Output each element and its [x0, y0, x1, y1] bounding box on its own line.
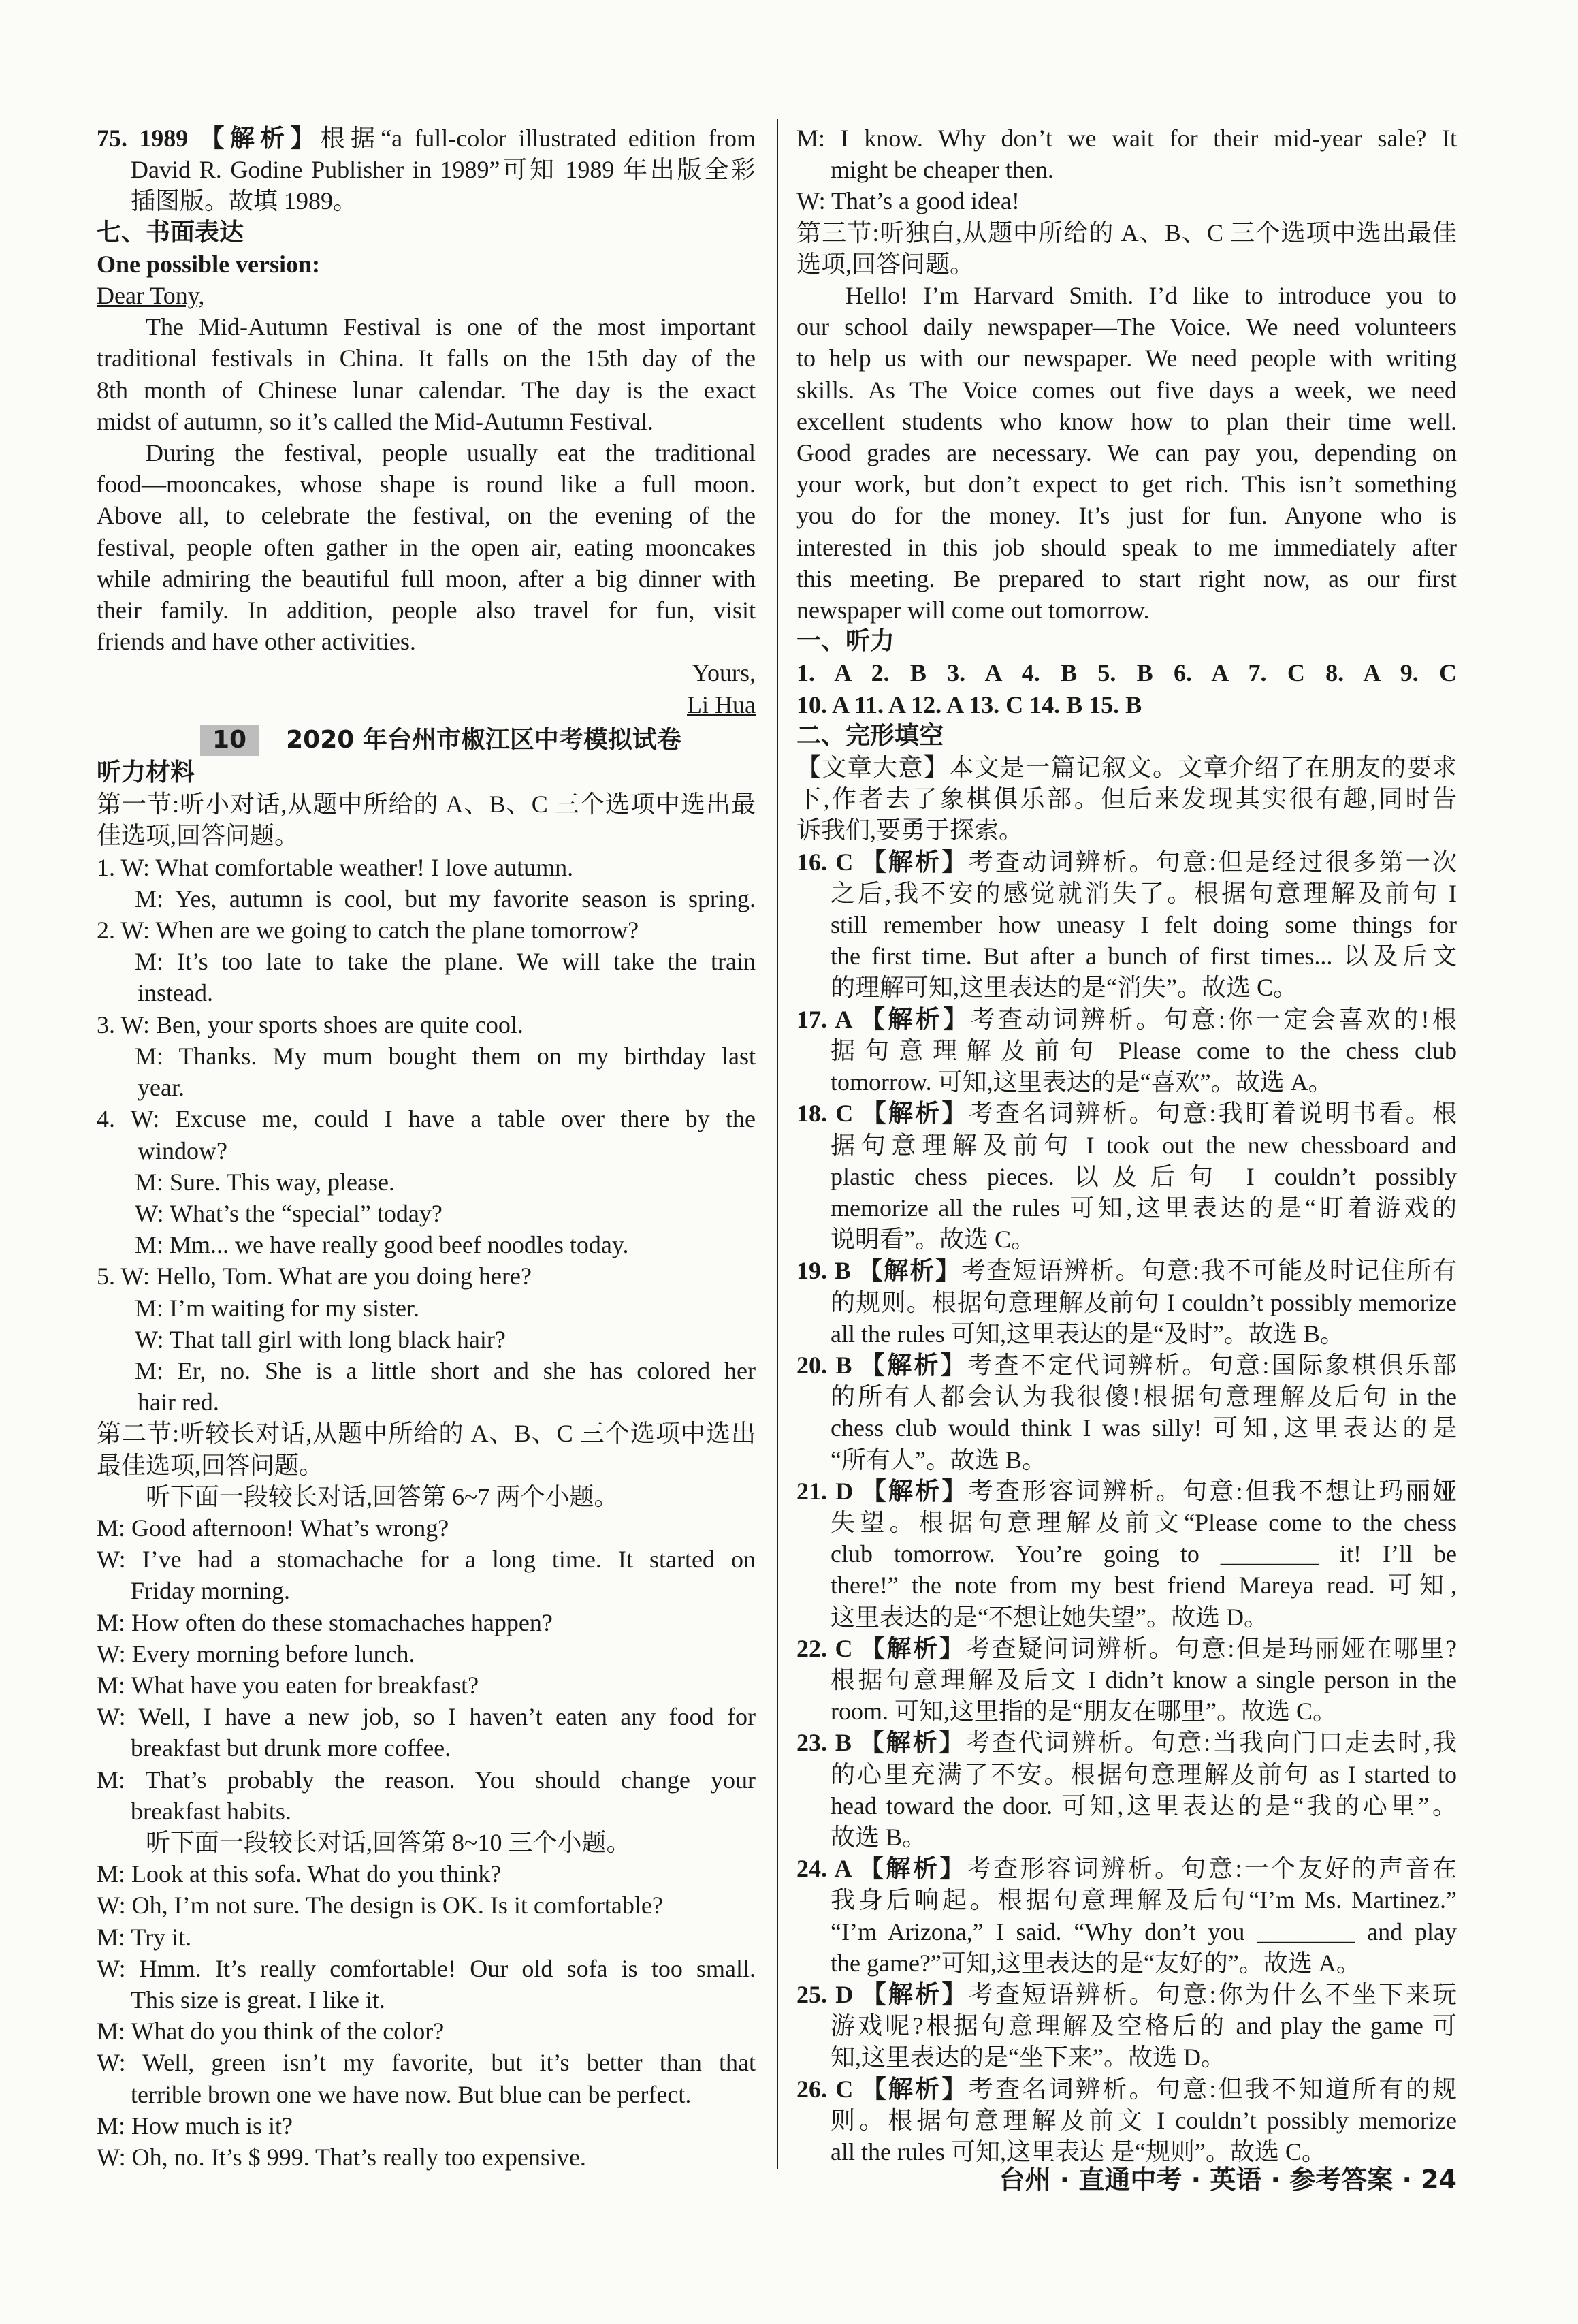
- text-line: your work, but don’t expect to get rich. This isn’t something: [796, 471, 1457, 498]
- text-line: all the rules 可知,这里表达的是“及时”。故选 B。: [831, 1320, 1344, 1348]
- text-line: M: It’s too late to take the plane. We will take the train: [135, 948, 756, 976]
- text-line: interested in this job should speak to me immediately after: [796, 533, 1457, 561]
- text-line: all the rules 可知,这里表达 是“规则”。故选 C。: [831, 2138, 1326, 2165]
- text-line: 19. B 【解析】考查短语辨析。句意:我不可能及时记住所有: [796, 1257, 1457, 1285]
- text-line: 说明看”。故选 C。: [831, 1226, 1035, 1254]
- text-line: the first time. But after a bunch of first times... 以及后文: [831, 942, 1457, 970]
- text-line: 21. D 【解析】考查形容词辨析。句意:但我不想让玛丽娅: [796, 1477, 1457, 1505]
- text-line: 的规则。根据句意理解及前句 I couldn’t possibly memorize: [831, 1288, 1457, 1316]
- text-line: W: Well, I have a new job, so I haven’t eaten any food for: [97, 1703, 756, 1731]
- text-line: 故选 B。: [831, 1823, 927, 1851]
- text-line: W: I’ve had a stomachache for a long time. It started on: [97, 1546, 756, 1574]
- text-line: W: Every morning before lunch.: [97, 1640, 415, 1668]
- text-line: friends and have other activities.: [97, 628, 416, 656]
- text-line: 5. W: Hello, Tom. What are you doing here?: [97, 1262, 532, 1290]
- text-line: Yours,: [692, 659, 756, 687]
- text-line: while admiring the beautiful full moon, after a big dinner with: [97, 564, 756, 592]
- text-line: there!” the note from my best friend Mareya read. 可知,: [831, 1572, 1457, 1599]
- text-line: chess club would think I was silly! 可知,这里表达的是: [831, 1414, 1457, 1442]
- text-line: The Mid-Autumn Festival is one of the most important: [146, 313, 756, 341]
- text-line: M: Thanks. My mum bought them on my birthday last: [135, 1042, 756, 1070]
- column-divider: [777, 119, 778, 2169]
- text-line: 的心里充满了不安。根据句意理解及前句 as I started to: [831, 1760, 1457, 1788]
- text-line: 17. A 【解析】考查动词辨析。句意:你一定会喜欢的!根: [796, 1005, 1457, 1033]
- text-line: During the festival, people usually eat the traditional: [146, 439, 756, 467]
- text-line: 16. C 【解析】考查动词辨析。句意:但是经过很多第一次: [796, 848, 1457, 876]
- text-line: 18. C 【解析】考查名词辨析。句意:我盯着说明书看。根: [796, 1100, 1457, 1128]
- text-line: memorize all the rules 可知,这里表达的是“盯着游戏的: [831, 1194, 1457, 1222]
- text-line: 七、书面表达: [97, 218, 244, 246]
- text-line: M: What have you eaten for breakfast?: [97, 1671, 479, 1699]
- text-line: M: How much is it?: [97, 2112, 293, 2139]
- text-line: M: How often do these stomachaches happen?: [97, 1608, 553, 1636]
- text-line: M: I know. Why don’t we wait for their mid-year sale? It: [796, 125, 1457, 152]
- text-line: 游戏呢?根据句意理解及空格后的 and play the game 可: [831, 2012, 1457, 2040]
- text-line: W: Hmm. It’s really comfortable! Our old sofa is too small.: [97, 1954, 756, 1982]
- text-line: 这里表达的是“不想让她失望”。故选 D。: [831, 1603, 1268, 1631]
- text-line: “所有人”。故选 B。: [831, 1446, 1046, 1474]
- text-line: skills. As The Voice comes out five days a week, we need: [796, 376, 1457, 404]
- test-title: [97, 725, 756, 756]
- text-line: This size is great. I like it.: [131, 1986, 385, 2013]
- text-line: 23. B 【解析】考查代词辨析。句意:当我向门口走去时,我: [796, 1729, 1457, 1757]
- text-line: hair red.: [138, 1388, 219, 1416]
- text-line: W: That’s a good idea!: [796, 187, 1020, 215]
- text-line: 24. A 【解析】考查形容词辨析。句意:一个友好的声音在: [796, 1855, 1457, 1883]
- text-line: 下,作者去了象棋俱乐部。但后来发现其实很有趣,同时告: [796, 785, 1457, 813]
- text-line: 听力材料: [97, 759, 195, 787]
- text-line: 根据句意理解及后文 I didn’t know a single person in the: [831, 1666, 1457, 1693]
- text-line: W: Oh, I’m not sure. The design is OK. Is it comfortable?: [97, 1892, 663, 1920]
- text-line: “I’m Arizona,” I said. “Why don’t you ________ and play: [831, 1917, 1457, 1945]
- text-line: 据句意理解及前句 Please come to the chess club: [831, 1036, 1457, 1064]
- text-line: 据句意理解及前句 I took out the new chessboard and: [831, 1131, 1457, 1159]
- text-line: M: Try it.: [97, 1923, 192, 1951]
- text-line: 1. A 2. B 3. A 4. B 5. B 6. A 7. C 8. A 9. C: [796, 659, 1457, 687]
- text-line: M: Mm... we have really good beef noodles today.: [135, 1231, 629, 1259]
- text-line: head toward the door. 可知,这里表达的是“我的心里”。: [831, 1792, 1457, 1819]
- text-line: W: That tall girl with long black hair?: [135, 1325, 506, 1353]
- text-line: 1. W: What comfortable weather! I love autumn.: [97, 853, 574, 881]
- text-line: 第二节:听较长对话,从题中所给的 A、B、C 三个选项中选出: [97, 1420, 756, 1448]
- text-line: terrible brown one we have now. But blue can be perfect.: [131, 2080, 692, 2108]
- text-line: instead.: [138, 979, 213, 1007]
- text-line: Friday morning.: [131, 1577, 290, 1605]
- text-line: 则。根据句意理解及前文 I couldn’t possibly memorize: [831, 2106, 1457, 2134]
- text-line: excellent students who know how to plan their time well.: [796, 407, 1457, 435]
- text-line: 3. W: Ben, your sports shoes are quite cool.: [97, 1010, 524, 1038]
- text-line: 【文章大意】本文是一篇记叙文。文章介绍了在朋友的要求: [796, 754, 1457, 782]
- text-line: 8th month of Chinese lunar calendar. The day is the exact: [97, 376, 756, 404]
- text-line: festival, people often gather in the open air, eating mooncakes: [97, 533, 756, 561]
- text-line: 诉我们,要勇于探索。: [796, 816, 1024, 844]
- text-line: 25. D 【解析】考查短语辨析。句意:你为什么不坐下来玩: [796, 1980, 1457, 2008]
- text-line: 第一节:听小对话,从题中所给的 A、B、C 三个选项中选出最: [97, 791, 756, 818]
- text-line: Good grades are necessary. We can pay you, depending on: [796, 439, 1457, 467]
- text-line: M: What do you think of the color?: [97, 2018, 445, 2046]
- text-line: David R. Godine Publisher in 1989”可知 1989 年出版全彩: [131, 156, 756, 184]
- text-line: 4. W: Excuse me, could I have a table over there by the: [97, 1105, 756, 1133]
- text-line: 10. A 11. A 12. A 13. C 14. B 15. B: [796, 690, 1142, 718]
- text-line: 失望。根据句意理解及前文“Please come to the chess: [831, 1508, 1457, 1536]
- text-line: 知,这里表达的是“坐下来”。故选 D。: [831, 2043, 1225, 2071]
- text-line: midst of autumn, so it’s called the Mid-Autumn Festival.: [97, 407, 654, 435]
- text-line: 选项,回答问题。: [796, 250, 975, 278]
- text-line: might be cheaper then.: [831, 156, 1054, 184]
- text-line: 二、完形填空: [796, 721, 944, 750]
- text-line: our school daily newspaper—The Voice. We need volunteers: [796, 313, 1457, 341]
- text-line: M: Yes, autumn is cool, but my favorite season is spring.: [135, 885, 756, 912]
- text-line: 2. W: When are we going to catch the plane tomorrow?: [97, 917, 639, 944]
- text-line: 的所有人都会认为我很傻!根据句意理解及后句 in the: [831, 1383, 1457, 1411]
- text-line: you do for the money. It’s just for fun. Anyone who is: [796, 502, 1457, 530]
- text-line: club tomorrow. You’re going to ________ it! I’ll be: [831, 1540, 1457, 1568]
- text-line: 一、听力: [796, 627, 895, 656]
- text-line: 我身后响起。根据句意理解及后句“I’m Ms. Martinez.”: [831, 1886, 1457, 1914]
- right-column: [796, 123, 1457, 2167]
- text-line: their family. In addition, people also travel for fun, visit: [97, 596, 756, 624]
- text-line: 最佳选项,回答问题。: [97, 1451, 324, 1479]
- text-line: the game?”可知,这里表达的是“友好的”。故选 A。: [831, 1949, 1361, 1977]
- text-line: M: Look at this sofa. What do you think?: [97, 1860, 502, 1888]
- text-line: M: I’m waiting for my sister.: [135, 1294, 419, 1322]
- text-line: to help us with our newspaper. We need people with writing: [796, 345, 1457, 372]
- text-line: M: That’s probably the reason. You should change your: [97, 1766, 756, 1794]
- test-number-badge: 10: [200, 725, 259, 756]
- text-line: 75. 1989 【解析】根据“a full-color illustrated edition from: [97, 125, 756, 152]
- text-line: W: Well, green isn’t my favorite, but it’s better than that: [97, 2049, 756, 2077]
- text-line: tomorrow. 可知,这里表达的是“喜欢”。故选 A。: [831, 1068, 1333, 1096]
- text-line: 22. C 【解析】考查疑问词辨析。句意:但是玛丽娅在哪里?: [796, 1634, 1457, 1662]
- text-line: 20. B 【解析】考查不定代词辨析。句意:国际象棋俱乐部: [796, 1351, 1457, 1379]
- text-line: 插图版。故填 1989。: [131, 187, 358, 215]
- text-line: W: Oh, no. It’s $ 999. That’s really too expensive.: [97, 2144, 586, 2171]
- text-line: window?: [138, 1136, 227, 1164]
- text-line: M: Sure. This way, please.: [135, 1168, 395, 1196]
- text-line: 第三节:听独白,从题中所给的 A、B、C 三个选项中选出最佳: [796, 219, 1457, 246]
- text-line: breakfast habits.: [131, 1797, 291, 1825]
- text-line: 听下面一段较长对话,回答第 8~10 三个小题。: [146, 1828, 631, 1856]
- text-line: 的理解可知,这里表达的是“消失”。故选 C。: [831, 974, 1298, 1002]
- text-line: 26. C 【解析】考查名词辨析。句意:但我不知道所有的规: [796, 2075, 1457, 2103]
- text-line: newspaper will come out tomorrow.: [796, 596, 1150, 624]
- text-line: Dear Tony,: [97, 282, 205, 310]
- text-line: still remember how uneasy I felt doing some things for: [831, 911, 1457, 939]
- text-line: year.: [138, 1074, 184, 1102]
- text-line: food—mooncakes, whose shape is round like a full moon.: [97, 471, 756, 498]
- text-line: room. 可知,这里指的是“朋友在哪里”。故选 C。: [831, 1698, 1337, 1725]
- text-line: Hello! I’m Harvard Smith. I’d like to introduce you to: [846, 282, 1457, 310]
- text-line: One possible version:: [97, 250, 321, 278]
- text-line: Li Hua: [687, 690, 756, 718]
- test-title-text: 2020 年台州市椒江区中考模拟试卷: [286, 725, 681, 754]
- text-line: 之后,我不安的感觉就消失了。根据句意理解及前句 I: [831, 879, 1457, 907]
- text-line: plastic chess pieces. 以及后句 I couldn’t possibly: [831, 1162, 1457, 1190]
- left-column: [97, 123, 756, 2173]
- page-footer: 台州 · 直通中考 · 英语 · 参考答案 · 24: [999, 2165, 1457, 2195]
- text-line: breakfast but drunk more coffee.: [131, 1734, 451, 1762]
- text-line: this meeting. Be prepared to start right now, as our first: [796, 564, 1457, 592]
- text-line: M: Good afternoon! What’s wrong?: [97, 1514, 449, 1542]
- text-line: W: What’s the “special” today?: [135, 1199, 442, 1227]
- text-line: Above all, to celebrate the festival, on the evening of the: [97, 502, 756, 530]
- text-line: M: Er, no. She is a little short and she has colored her: [135, 1356, 756, 1384]
- text-line: 听下面一段较长对话,回答第 6~7 两个小题。: [146, 1482, 619, 1510]
- text-line: 佳选项,回答问题。: [97, 822, 300, 850]
- text-line: traditional festivals in China. It falls on the 15th day of the: [97, 345, 756, 372]
